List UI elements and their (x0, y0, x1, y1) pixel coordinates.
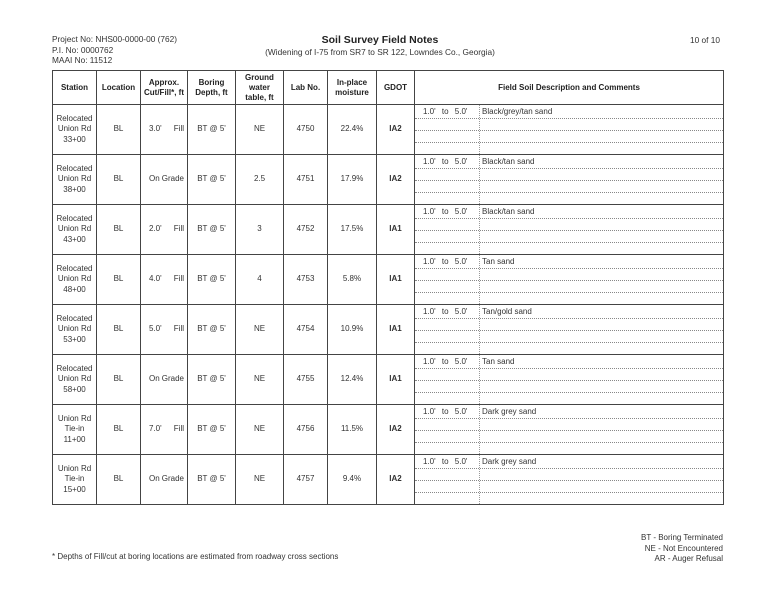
table-row (53, 305, 724, 355)
moisture-cell: 17.5% (328, 205, 377, 255)
column-header (236, 71, 284, 105)
pi-number: P.I. No: 0000762 (52, 44, 114, 55)
groundwater-cell: 4 (236, 255, 284, 305)
cut-fill-value: On (149, 474, 160, 484)
depth-range: 1.0' to 5.0' (423, 357, 468, 366)
ruled-line (415, 218, 723, 219)
groundwater-cell: NE (236, 305, 284, 355)
cut-fill-cell (141, 405, 188, 455)
groundwater-cell: NE (236, 105, 284, 155)
ruled-line (415, 130, 723, 131)
description-cell (415, 355, 724, 405)
station-line: 15+00 (63, 484, 86, 494)
moisture-cell: 11.5% (328, 405, 377, 455)
cut-fill-cell (141, 105, 188, 155)
station-cell (53, 105, 97, 155)
lab-number-cell: 4755 (284, 355, 328, 405)
description-cell (415, 205, 724, 255)
column-header-line: Lab No. (290, 82, 321, 92)
station-line: Union Rd (57, 274, 92, 284)
depth-range: 1.0' to 5.0' (423, 307, 468, 316)
moisture-cell: 10.9% (328, 305, 377, 355)
station-cell (53, 405, 97, 455)
column-header-line: Boring (198, 77, 225, 87)
description-cell (415, 155, 724, 205)
moisture-cell: 9.4% (328, 455, 377, 505)
description-cell (415, 405, 724, 455)
column-header-line: Approx. (148, 77, 180, 87)
table-row (53, 155, 724, 205)
ruled-line (415, 330, 723, 331)
soil-description: Dark grey sand (482, 407, 537, 416)
ruled-line (415, 468, 723, 469)
boring-depth-cell: BT @ 5' (188, 455, 236, 505)
groundwater-cell: NE (236, 355, 284, 405)
document-title: Soil Survey Field Notes (321, 34, 439, 46)
location-cell: BL (97, 305, 141, 355)
station-cell (53, 255, 97, 305)
cut-fill-cell (141, 355, 188, 405)
project-info (52, 34, 177, 66)
cut-fill-cell (141, 205, 188, 255)
soil-survey-table (52, 70, 724, 505)
ruled-line (415, 280, 723, 281)
station-line: Union Rd (57, 324, 92, 334)
station-line: Union Rd (57, 463, 92, 473)
cut-fill-value: 7.0' (149, 424, 162, 434)
table-header-row (53, 71, 724, 105)
station-line: 58+00 (63, 384, 86, 394)
station-line: Union Rd (57, 124, 92, 134)
ruled-line (415, 192, 723, 193)
ruled-line (415, 242, 723, 243)
ruled-line (415, 292, 723, 293)
lab-number-cell: 4753 (284, 255, 328, 305)
cut-fill-value: 5.0' (149, 324, 162, 334)
boring-depth-cell: BT @ 5' (188, 355, 236, 405)
soil-description: Tan sand (482, 357, 515, 366)
document-heading (230, 34, 530, 57)
station-line: Relocated (56, 213, 93, 223)
location-cell: BL (97, 405, 141, 455)
ruled-line (415, 380, 723, 381)
cut-fill-type: Grade (161, 174, 184, 184)
location-cell: BL (97, 205, 141, 255)
ruled-line (415, 268, 723, 269)
station-line: Union Rd (57, 174, 92, 184)
ruled-line (415, 492, 723, 493)
lab-number-cell: 4756 (284, 405, 328, 455)
station-line: Tie-in (64, 474, 85, 484)
depth-range: 1.0' to 5.0' (423, 207, 468, 216)
ruled-line (415, 392, 723, 393)
cut-fill-type: Fill (173, 424, 184, 434)
lab-number-cell: 4754 (284, 305, 328, 355)
cut-fill-type: Fill (173, 324, 184, 334)
column-header-line: table, ft (245, 92, 274, 102)
station-line: Relocated (56, 363, 93, 373)
column-header-line: water (249, 82, 270, 92)
cut-fill-value: On (149, 374, 160, 384)
project-number: Project No: NHS00-0000-00 (762) (52, 34, 177, 44)
ruled-line (415, 168, 723, 169)
location-cell: BL (97, 105, 141, 155)
cut-fill-type: Grade (161, 374, 184, 384)
cut-fill-cell (141, 255, 188, 305)
maai-number: MAAI No: 11512 (52, 55, 113, 65)
column-header (328, 71, 377, 105)
legend-item-bt: BT - Boring Terminated (641, 533, 723, 542)
cut-fill-type: Grade (161, 474, 184, 484)
gdot-class-cell: IA2 (377, 405, 415, 455)
column-header (377, 71, 415, 105)
depth-range: 1.0' to 5.0' (423, 257, 468, 266)
column-header (415, 71, 724, 105)
table-body (53, 105, 724, 505)
ruled-line (415, 418, 723, 419)
column-header-line: In-place (336, 77, 368, 87)
column-header-line: Depth, ft (195, 87, 228, 97)
page-number: 10 of 10 (690, 35, 720, 45)
ruled-line (415, 442, 723, 443)
lab-number-cell: 4752 (284, 205, 328, 255)
column-header (141, 71, 188, 105)
description-cell (415, 305, 724, 355)
legend-item-ar: AR - Auger Refusal (654, 554, 723, 563)
column-header-line: Location (101, 82, 136, 92)
document-subtitle: (Widening of I-75 from SR7 to SR 122, Lowndes Co., Georgia) (265, 47, 495, 57)
soil-description: Black/grey/tan sand (482, 107, 553, 116)
column-header-line: Cut/Fill*, ft (144, 87, 184, 97)
column-header-line: Field Soil Description and Comments (498, 82, 640, 92)
station-line: Relocated (56, 163, 93, 173)
location-cell: BL (97, 455, 141, 505)
column-header (284, 71, 328, 105)
column-header-line: moisture (335, 87, 369, 97)
gdot-class-cell: IA1 (377, 355, 415, 405)
boring-depth-cell: BT @ 5' (188, 305, 236, 355)
lab-number-cell: 4751 (284, 155, 328, 205)
station-cell (53, 455, 97, 505)
cut-fill-type: Fill (173, 224, 184, 234)
soil-description: Tan sand (482, 257, 515, 266)
ruled-line (415, 342, 723, 343)
description-cell (415, 105, 724, 155)
station-line: Relocated (56, 313, 93, 323)
depth-range: 1.0' to 5.0' (423, 457, 468, 466)
legend-item-ne: NE - Not Encountered (644, 543, 723, 553)
column-header-line: Ground (245, 72, 274, 82)
cut-fill-value: On (149, 174, 160, 184)
depth-range: 1.0' to 5.0' (423, 157, 468, 166)
station-line: Union Rd (57, 413, 92, 423)
soil-description: Tan/gold sand (482, 307, 532, 316)
description-cell (415, 455, 724, 505)
groundwater-cell: NE (236, 455, 284, 505)
soil-description: Black/tan sand (482, 207, 535, 216)
groundwater-cell: 2.5 (236, 155, 284, 205)
ruled-line (415, 480, 723, 481)
moisture-cell: 17.9% (328, 155, 377, 205)
station-line: 53+00 (63, 334, 86, 344)
station-line: Union Rd (57, 374, 92, 384)
table-row (53, 105, 724, 155)
cut-fill-type: Fill (173, 274, 184, 284)
ruled-line (415, 430, 723, 431)
boring-depth-cell: BT @ 5' (188, 405, 236, 455)
column-header (97, 71, 141, 105)
ruled-line (415, 368, 723, 369)
location-cell: BL (97, 355, 141, 405)
station-line: Relocated (56, 113, 93, 123)
location-cell: BL (97, 255, 141, 305)
moisture-cell: 22.4% (328, 105, 377, 155)
table-row (53, 355, 724, 405)
table-row (53, 205, 724, 255)
groundwater-cell: 3 (236, 205, 284, 255)
column-header (188, 71, 236, 105)
ruled-line (415, 142, 723, 143)
cut-fill-value: 4.0' (149, 274, 162, 284)
description-cell (415, 255, 724, 305)
station-cell (53, 305, 97, 355)
soil-description: Black/tan sand (482, 157, 535, 166)
table-row (53, 455, 724, 505)
lab-number-cell: 4757 (284, 455, 328, 505)
moisture-cell: 12.4% (328, 355, 377, 405)
depth-range: 1.0' to 5.0' (423, 107, 468, 116)
boring-depth-cell: BT @ 5' (188, 155, 236, 205)
station-cell (53, 205, 97, 255)
gdot-class-cell: IA2 (377, 155, 415, 205)
station-line: 48+00 (63, 284, 86, 294)
gdot-class-cell: IA1 (377, 255, 415, 305)
lab-number-cell: 4750 (284, 105, 328, 155)
station-line: 11+00 (63, 434, 86, 444)
station-line: Tie-in (64, 424, 85, 434)
soil-description: Dark grey sand (482, 457, 537, 466)
station-line: Relocated (56, 263, 93, 273)
gdot-class-cell: IA1 (377, 205, 415, 255)
boring-depth-cell: BT @ 5' (188, 205, 236, 255)
cut-fill-value: 3.0' (149, 124, 162, 134)
station-cell (53, 155, 97, 205)
cut-fill-type: Fill (173, 124, 184, 134)
gdot-class-cell: IA2 (377, 455, 415, 505)
ruled-line (415, 318, 723, 319)
location-cell: BL (97, 155, 141, 205)
gdot-class-cell: IA1 (377, 305, 415, 355)
groundwater-cell: NE (236, 405, 284, 455)
station-line: 38+00 (63, 184, 86, 194)
station-line: 43+00 (63, 234, 86, 244)
column-header (53, 71, 97, 105)
moisture-cell: 5.8% (328, 255, 377, 305)
table-row (53, 255, 724, 305)
station-cell (53, 355, 97, 405)
gdot-class-cell: IA2 (377, 105, 415, 155)
ruled-line (415, 230, 723, 231)
station-line: Union Rd (57, 224, 92, 234)
cut-fill-cell (141, 305, 188, 355)
column-header-line: Station (60, 82, 89, 92)
table-row (53, 405, 724, 455)
cut-fill-cell (141, 455, 188, 505)
column-header-line: GDOT (383, 82, 408, 92)
boring-depth-cell: BT @ 5' (188, 105, 236, 155)
depth-range: 1.0' to 5.0' (423, 407, 468, 416)
footnote: * Depths of Fill/cut at boring locations are estimated from roadway cross sections (52, 552, 339, 561)
cut-fill-value: 2.0' (149, 224, 162, 234)
cut-fill-cell (141, 155, 188, 205)
boring-depth-cell: BT @ 5' (188, 255, 236, 305)
ruled-line (415, 180, 723, 181)
station-line: 33+00 (63, 134, 86, 144)
abbreviation-legend (560, 533, 723, 565)
ruled-line (415, 118, 723, 119)
